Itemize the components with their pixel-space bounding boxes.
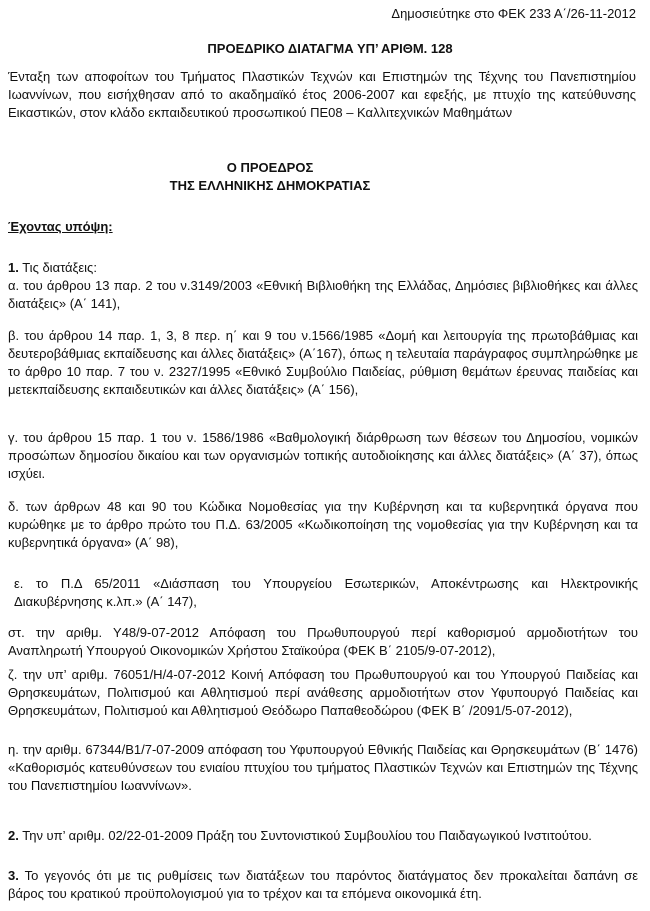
issuer-line-2: ΤΗΣ ΕΛΛΗΝΙΚΗΣ ΔΗΜΟΚΡΑΤΙΑΣ	[169, 178, 371, 193]
provision-h: η. την αριθμ. 67344/Β1/7-07-2009 απόφαση του Υφυπουργού Εθνικής Παιδείας και Θρησκευμάτων (Β΄ 1476) «Καθορισμός κατευθύνσεων του ενιαίου πτυχίου του τμήματος Πλαστικών Τεχνών και Επιστημών της Τέχνης του Πανεπιστημίου Ιωαννίνων».	[8, 742, 638, 793]
decree-subject: Ένταξη των αποφοίτων του Τμήματος Πλαστικών Τεχνών και Επιστημών της Τέχνης του Πανεπιστημίου Ιωαννίνων, που εισήχθησαν από το ακαδημαϊκό έτος 2006-2007 και εφεξής, με πτυχίο της κατεύθυνσης Εικαστικών, στον κλάδο εκπαιδευτικού προσωπικού ΠΕ08 – Καλλιτεχνικών Μαθημάτων	[8, 69, 636, 120]
item-3	[8, 867, 638, 903]
item-1-heading	[8, 259, 638, 277]
item-1-number: 1.	[8, 260, 19, 275]
item-2-number: 2.	[8, 828, 19, 843]
provision-b: β. του άρθρου 14 παρ. 1, 3, 8 περ. η΄ και 9 του ν.1566/1985 «Δομή και λειτουργία της πρωτοβάθμιας και δευτεροβάθμιας εκπαίδευσης και άλλες διατάξεις» (Α΄167), όπως η τελευταία παράγραφος συμπληρώθηκε με το άρθρο 10 παρ. 7 του ν. 2327/1995 «Εθνικό Συμβούλιο Παιδείας, ρύθμιση θεμάτων έρευνας παιδείας και μετεκπαίδευσης εκπαιδευτικών και άλλες διατάξεις» (Α΄ 156),	[8, 328, 638, 397]
issuer-line-1: Ο ΠΡΟΕΔΡΟΣ	[226, 160, 314, 175]
provision-e: ε. το Π.Δ 65/2011 «Διάσπαση του Υπουργείου Εσωτερικών, Αποκέντρωσης και Ηλεκτρονικής Διακυβέρνησης κ.λπ.» (Α΄ 147),	[14, 576, 638, 609]
publication-note: Δημοσιεύτηκε στο ΦΕΚ 233 Α΄/26-11-2012	[391, 6, 636, 21]
item-2	[8, 827, 638, 845]
item-1-heading-text: Τις διατάξεις:	[18, 260, 97, 275]
provision-d: δ. των άρθρων 48 και 90 του Κώδικα Νομοθεσίας για την Κυβέρνηση και τα κυβερνητικά όργανα που κυρώθηκε με το άρθρο πρώτο του Π.Δ. 63/2005 «Κωδικοποίηση της νομοθεσίας για την Κυβέρνηση και τα κυβερνητικά όργανα» (Α΄ 98),	[8, 499, 638, 550]
item-2-text: Την υπ’ αριθμ. 02/22-01-2009 Πράξη του Συντονιστικού Συμβουλίου του Παιδαγωγικού Ινστιτούτου.	[18, 828, 592, 843]
item-3-text: Το γεγονός ότι με τις ρυθμίσεις των διατάξεων του παρόντος διατάγματος δεν προκαλείται δαπάνη σε βάρος του κρατικού προϋπολογισμού για το τρέχον και τα επόμενα οικονομικά έτη.	[8, 868, 638, 901]
item-3-number: 3.	[8, 868, 19, 883]
provision-c: γ. του άρθρου 15 παρ. 1 του ν. 1586/1986 «Βαθμολογική διάρθρωση των θέσεων του Δημοσίου, νομικών προσώπων δημοσίου δικαίου και των οργανισμών τοπικής αυτοδιοίκησης και άλλες διατάξεις» (Α΄ 37), όπως ισχύει.	[8, 430, 638, 481]
provision-a: α. του άρθρου 13 παρ. 2 του ν.3149/2003 «Εθνική Βιβλιοθήκη της Ελλάδας, Δημόσιες βιβλιοθήκες και άλλες διατάξεις» (Α΄ 141),	[8, 278, 638, 311]
decree-title: ΠΡΟΕΔΡΙΚΟ ΔΙΑΤΑΓΜΑ ΥΠ’ ΑΡΙΘΜ. 128	[207, 41, 453, 56]
provision-g: ζ. την υπ’ αριθμ. 76051/Η/4-07-2012 Κοινή Απόφαση του Πρωθυπουργού και του Υπουργού Παιδείας και Θρησκευμάτων, Πολιτισμού και Αθλητισμού περί ανάθεσης αρμοδιοτήτων στον Υφυπουργό Παιδείας και Θρησκευμάτων, Πολιτισμού και Αθλητισμού Θεόδωρο Παπαθεοδώρου (ΦΕΚ Β΄ /2091/5-07-2012),	[8, 667, 638, 718]
considering-heading: Έχοντας υπόψη:	[8, 219, 113, 234]
provision-f: στ. την αριθμ. Υ48/9-07-2012 Απόφαση του Πρωθυπουργού περί καθορισμού αρμοδιοτήτων του Αναπληρωτή Υπουργού Οικονομικών Χρήστου Σταϊκούρα (ΦΕΚ Β΄ 2105/9-07-2012),	[8, 625, 638, 658]
